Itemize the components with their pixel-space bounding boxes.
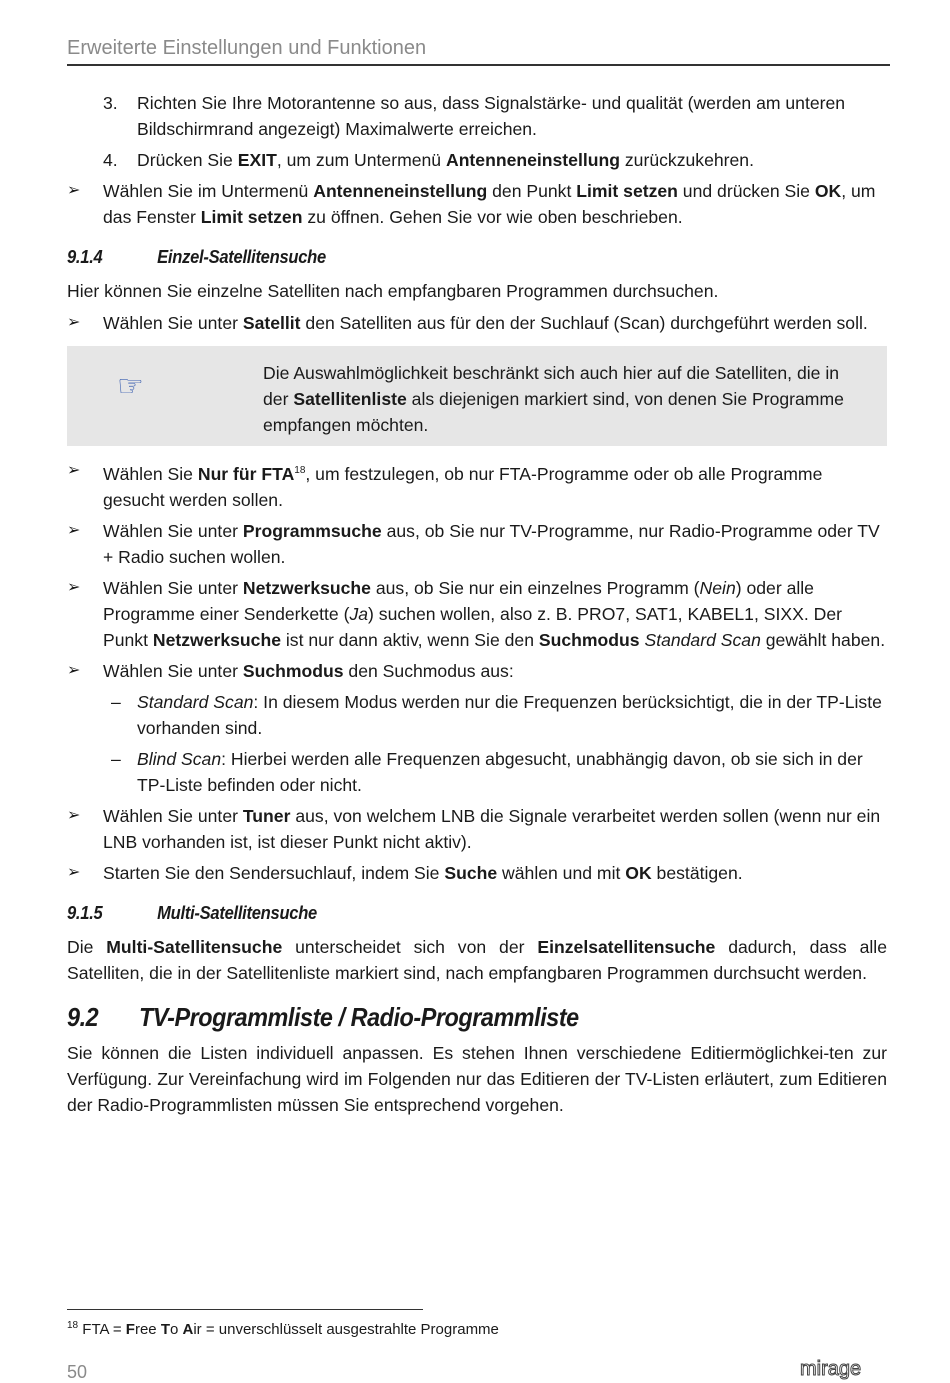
dash-blind-scan	[67, 746, 887, 798]
note-box	[67, 346, 887, 446]
section-heading-915	[67, 900, 821, 926]
intro-paragraph: Hier können Sie einzelne Satelliten nach empfangbaren Programmen durchsuchen.	[67, 281, 719, 301]
note-text: Die Auswahlmöglichkeit beschränkt sich auch hier auf die Satelliten, die in der Satellitenliste als diejenigen markiert sind, von denen Sie Programme empfangen möchten.	[263, 363, 844, 435]
step-3	[67, 90, 887, 142]
step-text: Drücken Sie EXIT, um zum Untermenü Antenneneinstellung zurückzukehren.	[137, 150, 754, 170]
bullet-text: Wählen Sie unter Netzwerksuche aus, ob Sie nur ein einzelnes Programm (Nein) oder alle Programme einer Senderkette (Ja) suchen wollen, also z. B. PRO7, SAT1, KABEL1, SIXX. Der Punkt Netzwerksuche ist nur dann aktiv, wenn Sie den Suchmodus Standard Scan gewählt haben.	[103, 577, 886, 650]
footnote: $^{18}$ FTA = Free To Air = unverschlüsselt ausgestrahlte Programme	[67, 1320, 499, 1338]
section-heading-92	[67, 1001, 805, 1032]
bullet-text: Wählen Sie unter Tuner aus, von welchem LNB die Signale verarbeitet werden sollen (wenn nur ein LNB vorhanden ist, ist dieser Punkt nicht aktiv).	[103, 805, 881, 852]
dash-text: Blind Scan: Hierbei werden alle Frequenzen abgesucht, unabhängig davon, ob sie sich in der TP-Liste befinden oder nicht.	[137, 748, 863, 795]
arrow-bullet-icon: ➢	[67, 462, 81, 479]
arrow-bullet-icon: ➢	[67, 806, 81, 824]
section-number: 9.1.4	[67, 247, 103, 267]
section-title: TV-Programmliste / Radio-Programmliste	[139, 1001, 579, 1032]
paragraph-92: Sie können die Listen individuell anpassen. Es stehen Ihnen verschiedene Editiermöglichkei-ten zur Verfügung. Zur Vereinfachung wird im Folgenden nur das Editieren der TV-Listen erläutert, zum Editieren der Radio-Programmlisten müssen Sie entsprechend vorgehen.	[67, 1042, 887, 1115]
main-content	[67, 90, 887, 1124]
bullet-text: Wählen Sie unter Suchmodus den Suchmodus aus:	[103, 660, 514, 681]
dash-bullet: –	[111, 748, 121, 769]
step-text: Richten Sie Ihre Motorantenne so aus, dass Signalstärke- und qualität (werden am unteren Bildschirmrand angezeigt) Maximalwerte erreichen.	[137, 93, 846, 139]
arrow-bullet-icon: ➢	[67, 182, 81, 199]
section-number: 9.2	[67, 1001, 99, 1032]
footnote-ref[interactable]: 18	[294, 465, 306, 476]
bullet-text: Starten Sie den Sendersuchlauf, indem Sie Suche wählen und mit OK bestätigen.	[103, 862, 743, 883]
step-4	[67, 147, 887, 173]
bullet-text: Wählen Sie im Untermenü Antenneneinstellung den Punkt Limit setzen und drücken Sie OK, um das Fenster Limit setzen zu öffnen. Gehen Sie vor wie oben beschrieben.	[103, 181, 876, 227]
bullet-programmsuche	[67, 518, 887, 570]
bullet-tuner	[67, 803, 887, 855]
bullet-text: Wählen Sie unter Programmsuche aus, ob Sie nur TV-Programme, nur Radio-Programme oder TV + Radio suchen wollen.	[103, 520, 880, 567]
arrow-bullet-icon: ➢	[67, 521, 81, 539]
step-number: 3.	[103, 93, 118, 113]
section-number: 9.1.5	[67, 902, 103, 923]
dash-text: Standard Scan: In diesem Modus werden nur die Frequenzen berücksichtigt, die in der TP-Liste vorhanden sind.	[137, 691, 882, 738]
bullet-fta	[67, 458, 887, 513]
page-number: 50	[67, 1362, 88, 1382]
arrow-bullet-icon: ➢	[67, 661, 81, 679]
bullet-limit	[67, 178, 887, 230]
step-number: 4.	[103, 150, 118, 170]
bullet-start	[67, 860, 887, 886]
brand-logo-text: mirage	[800, 1358, 862, 1380]
dash-bullet: –	[111, 691, 121, 712]
arrow-bullet-icon: ➢	[67, 314, 81, 331]
footnote-mark: 18	[67, 1320, 79, 1331]
arrow-bullet-icon: ➢	[67, 863, 81, 881]
section-title: Einzel-Satellitensuche	[157, 247, 326, 267]
bullet-suchmodus	[67, 658, 887, 684]
bullet-text: Wählen Sie Nur für FTA$^{18}$, um festzulegen, ob nur FTA-Programme oder ob alle Programme gesucht werden sollen.	[103, 463, 823, 510]
bullet-satellit	[67, 310, 887, 336]
pointing-hand-icon: ☞	[117, 370, 144, 403]
section-title: Multi-Satellitensuche	[157, 902, 317, 923]
bullet-netzwerksuche	[67, 575, 887, 653]
footnote-divider	[67, 1309, 423, 1310]
brand-logo	[800, 1358, 886, 1380]
arrow-bullet-icon: ➢	[67, 578, 81, 596]
header-title: Erweiterte Einstellungen und Funktionen	[67, 37, 427, 59]
page-header	[67, 36, 890, 66]
bullet-text: Wählen Sie unter Satellit den Satelliten aus für den der Suchlauf (Scan) durchgeführt werden soll.	[103, 313, 868, 333]
section-heading-914	[67, 244, 821, 270]
dash-standard-scan	[67, 689, 887, 741]
paragraph-915: Die Multi-Satellitensuche unterscheidet sich von der Einzelsatellitensuche dadurch, dass alle Satelliten, die in der Satellitenliste markiert sind, nach empfangbaren Programmen durchsucht werden.	[67, 936, 888, 983]
